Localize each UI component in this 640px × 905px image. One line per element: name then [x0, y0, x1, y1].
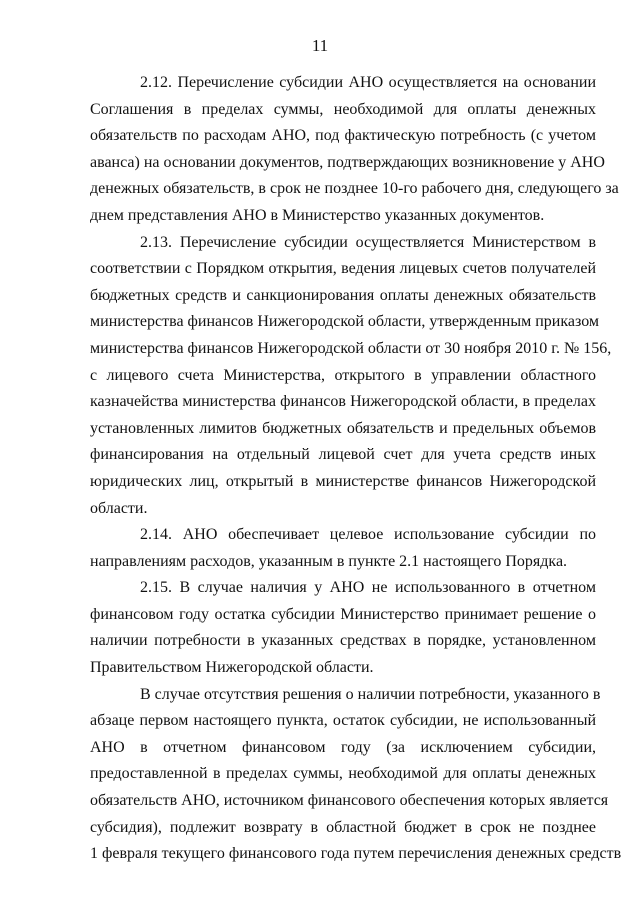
text-line: финансовом году остатка субсидии Министерство принимает решение о [90, 605, 596, 623]
text-line: аванса) на основании документов, подтверждающих возникновение у АНО [90, 153, 605, 171]
text-line: В случае отсутствия решения о наличии потребности, указанного в [140, 685, 601, 703]
text-line: с лицевого счета Министерства, открытого в управлении областного [90, 366, 596, 384]
paragraph-2-14 [90, 522, 596, 575]
text-line: министерства финансов Нижегородской области, утвержденным приказом [90, 313, 600, 331]
text-line: обязательств по расходам АНО, под фактическую потребность (с учетом [90, 127, 596, 145]
text-line: юридических лиц, открытый в министерстве финансов Нижегородской [90, 472, 596, 490]
paragraph-2-15 [90, 575, 596, 681]
document-body [90, 70, 622, 868]
text-line: 2.13. Перечисление субсидии осуществляется Министерством в [140, 233, 596, 251]
text-line: направлениям расходов, указанным в пункте 2.1 настоящего Порядка. [90, 552, 568, 570]
text-line: наличии потребности в указанных средствах в порядке, установленном [90, 632, 596, 650]
text-line: финансирования на отдельный лицевой счет для учета средств иных [90, 446, 596, 464]
paragraph-2-13 [90, 230, 612, 523]
text-line: Правительством Нижегородской области. [90, 659, 374, 677]
paragraph-2-12 [90, 70, 619, 230]
text-line: области. [90, 499, 148, 517]
text-line: обязательств АНО, источником финансового обеспечения которых является [90, 792, 609, 810]
text-line: министерства финансов Нижегородской области от 30 ноября 2010 г. № 156, [90, 339, 612, 357]
text-line: денежных обязательств, в срок не позднее 10-го рабочего дня, следующего за [90, 180, 619, 198]
text-line: Соглашения в пределах суммы, необходимой для оплаты денежных [90, 100, 596, 118]
text-line: 2.15. В случае наличия у АНО не использованного в отчетном [140, 579, 596, 597]
text-line: днем представления АНО в Министерство указанных документов. [90, 206, 545, 224]
text-line: АНО в отчетном финансовом году (за исключением субсидии, [90, 738, 596, 756]
text-line: субсидия), подлежит возврату в областной бюджет в срок не позднее [90, 818, 596, 836]
paragraph-no-decision [90, 682, 622, 868]
text-line: казначейства министерства финансов Нижегородской области, в пределах [90, 393, 596, 411]
text-line: абзаце первом настоящего пункта, остаток субсидии, не использованный [90, 712, 596, 730]
text-line: 2.14. АНО обеспечивает целевое использование субсидии по [140, 526, 596, 544]
text-line: бюджетных средств и санкционирования оплаты денежных обязательств [90, 286, 596, 304]
page-number: 11 [311, 36, 329, 55]
text-line: установленных лимитов бюджетных обязательств и предельных объемов [90, 419, 596, 437]
text-line: соответствии с Порядком открытия, ведения лицевых счетов получателей [90, 260, 596, 278]
text-line: 2.12. Перечисление субсидии АНО осуществляется на основании [140, 74, 596, 91]
text-line: предоставленной в пределах суммы, необходимой для оплаты денежных [90, 765, 596, 783]
text-line: 1 февраля текущего финансового года путем перечисления денежных средств [90, 845, 622, 863]
